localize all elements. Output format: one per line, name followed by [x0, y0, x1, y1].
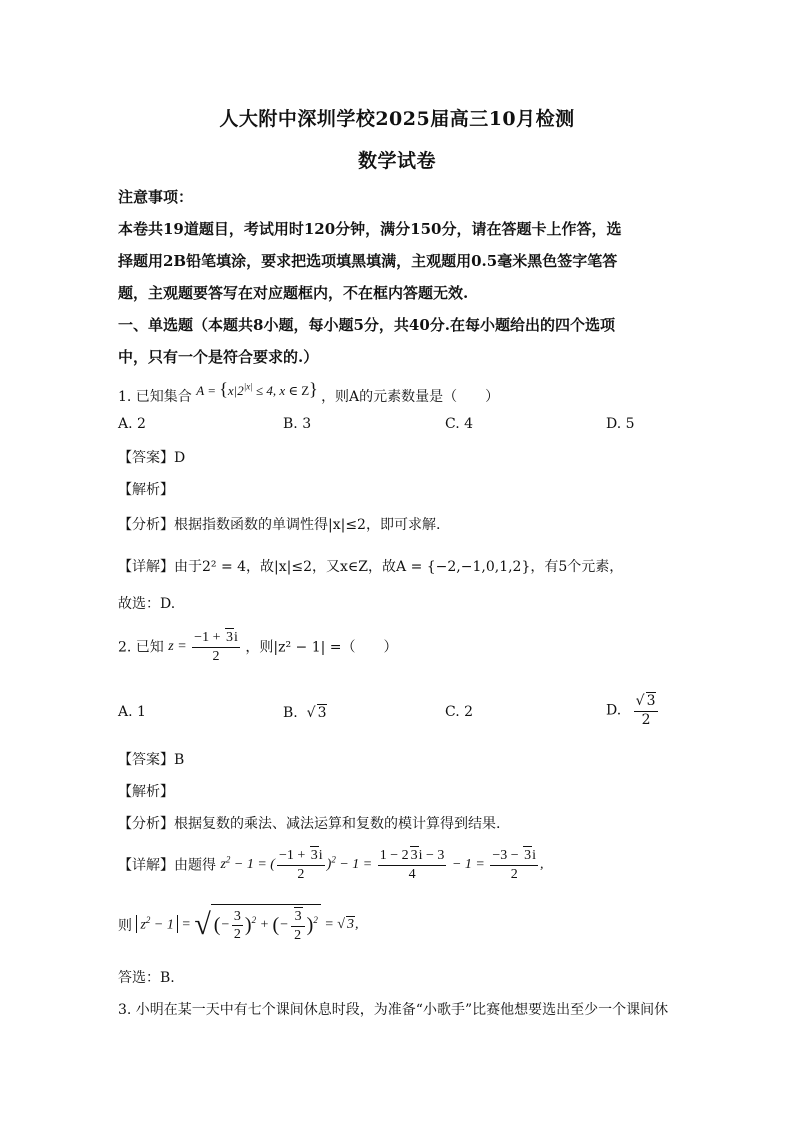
q2-detail: [118, 846, 544, 883]
question-3: 3. 小明在某一天中有七个课间休息时段，为准备“小歌手”比赛他想要选出至少一个课间休: [118, 1002, 669, 1018]
q2-option-b: B. √ 3: [283, 705, 327, 721]
q1-option-c: C. 4: [445, 416, 474, 432]
section-heading-line-2: 中，只有一个是符合要求的.）: [118, 348, 319, 366]
q2-option-c: C. 2: [445, 704, 474, 720]
q2-option-a: A. 1: [118, 704, 146, 720]
q2-option-d: D. $\frac{√ 3}{2}$: [606, 692, 660, 729]
q1-conclusion: 故选：D.: [118, 596, 176, 612]
q2-detail-lead: 由题得: [174, 857, 216, 874]
q1-detail-label: 【详解】: [118, 559, 174, 575]
q1-analysis-label: 【解析】: [118, 482, 174, 498]
q2-z-definition: z = $\frac{-1 + 3i}{2}$: [168, 630, 238, 664]
notice-line-1: 本卷共19道题目，考试用时120分钟，满分150分，请在答题卡上作答，选: [118, 220, 622, 238]
q2-modulus-line: [118, 904, 358, 946]
q2-conclusion: 答选：B.: [118, 970, 175, 986]
q1-suffix: ，则A的元素数量是（ ）: [321, 389, 500, 405]
q1-fenxi: [118, 514, 440, 534]
q1-fenxi-text: 根据指数函数的单调性得|x|≤2，即可求解.: [174, 517, 441, 533]
section-heading-line-1: 一、单选题（本题共8小题，每小题5分，共40分.在每小题给出的四个选项: [118, 316, 615, 334]
question-1: [118, 379, 500, 406]
q2-fenxi: [118, 813, 500, 833]
q1-option-d: D. 5: [606, 416, 635, 432]
q1-prefix: 1. 已知集合: [118, 389, 192, 405]
q2-fenxi-label: 【分析】: [118, 816, 174, 832]
q2-detail-label: 【详解】: [118, 857, 174, 874]
q2-answer: 【答案】B: [118, 752, 185, 768]
q1-answer: 【答案】D: [118, 450, 186, 466]
exam-title: 人大附中深圳学校2025届高三10月检测: [219, 108, 575, 130]
question-2: [118, 628, 398, 665]
q1-option-a: A. 2: [118, 416, 146, 432]
exam-subtitle: 数学试卷: [357, 150, 436, 172]
q2-analysis-label: 【解析】: [118, 784, 174, 800]
q1-set-expression: $A = \{x|2^{|x|} \le 4$, x ∈ Z}: [196, 379, 318, 399]
q1-detail-text: 由于2² = 4，故|x|≤2，又x∈Z，故A = {−2,−1,0,1,2}，有5个元素，: [174, 559, 624, 575]
q1-fenxi-label: 【分析】: [118, 517, 174, 533]
q2-detail-equation: $z^2 - 1$ = ( $\frac{-1 + 3i}{2}$ )$^2$ − 1 = $\frac{1 - 2 3i - 3}{4}$ − 1 = $\frac{-3 - 3i}{2}$ ,: [220, 848, 544, 882]
q2-then-label: 则: [118, 918, 132, 934]
q1-detail: [118, 556, 623, 576]
q2-fenxi-text: 根据复数的乘法、减法运算和复数的模计算得到结果.: [174, 816, 501, 832]
q2-suffix: ，则|z² − 1| =（ ）: [245, 639, 398, 656]
q1-option-b: B. 3: [283, 416, 312, 432]
notice-line-3: 题，主观题要答写在对应题框内，不在框内答题无效.: [118, 284, 469, 302]
notice-line-2: 择题用2B铅笔填涂，要求把选项填黑填满，主观题用0.5毫米黑色签字笔答: [118, 252, 618, 270]
q2-prefix: 2. 已知: [118, 639, 164, 656]
notice-heading: 注意事项：: [118, 188, 194, 206]
q2-modulus-equation: $z^2 - 1$ = √ (− $\frac{3}{2}$ )$^2$ + (− $\frac{3}{2}$ )$^2$ = √ 3,: [136, 917, 358, 932]
